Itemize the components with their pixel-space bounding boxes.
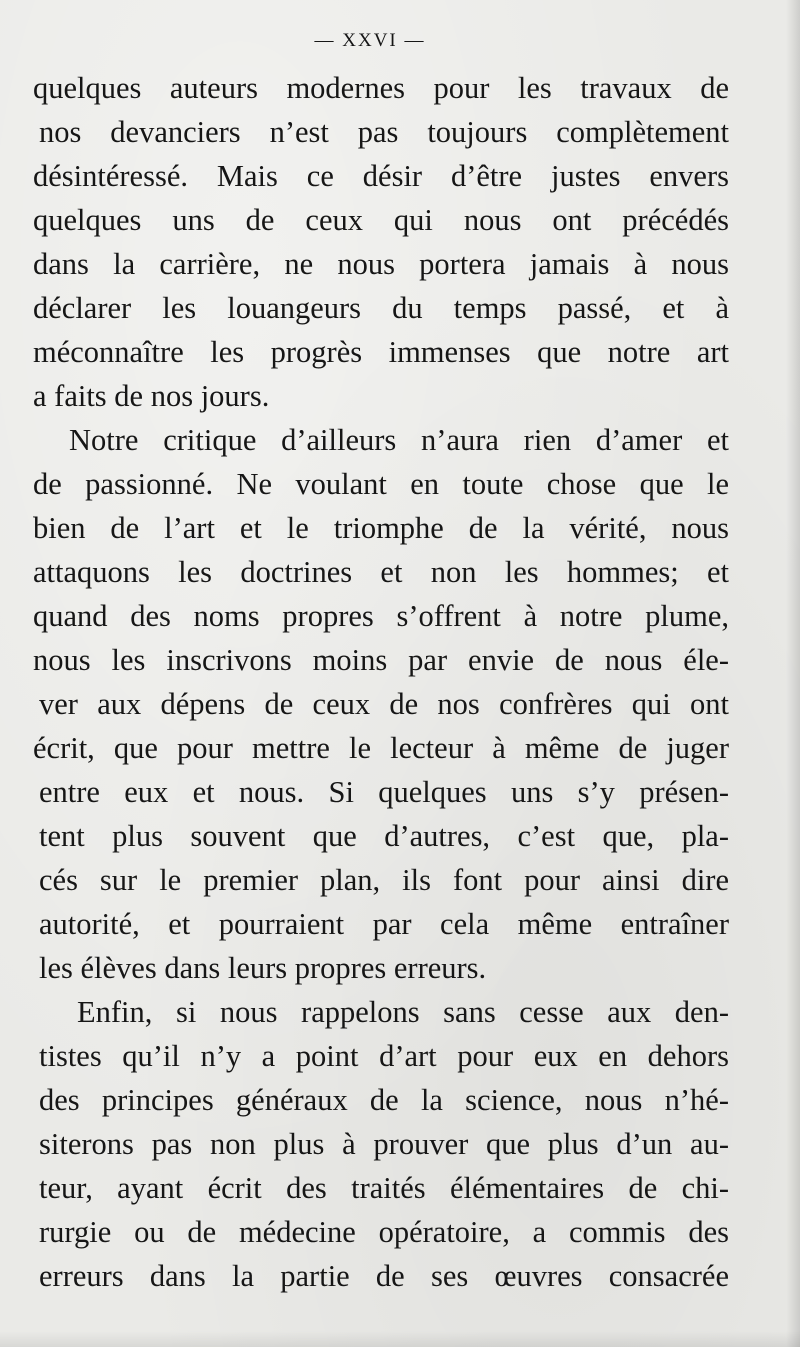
text-line: bien de l’art et le triomphe de la vérité, nous [33,511,729,545]
text-line: déclarer les louangeurs du temps passé, et à [33,291,729,325]
text-line: cés sur le premier plan, ils font pour ainsi dire [39,863,729,897]
text-line: ver aux dépens de ceux de nos confrères qui ont [39,687,729,721]
text-line: des principes généraux de la science, nous n’hé- [39,1083,729,1117]
paragraph-first-line: Enfin, si nous rappelons sans cesse aux den- [77,995,729,1029]
page-number-header: — XXVI — [314,30,426,51]
text-line: écrit, que pour mettre le lecteur à même de juger [33,731,729,765]
text-line: quelques auteurs modernes pour les travaux de [33,71,729,105]
text-line: méconnaître les progrès immenses que notre art [33,335,729,369]
text-line: désintéressé. Mais ce désir d’être justes envers [33,159,729,193]
text-line: teur, ayant écrit des traités élémentaires de chi- [39,1171,729,1205]
text-line: nous les inscrivons moins par envie de nous éle- [33,643,729,677]
text-line: attaquons les doctrines et non les hommes; et [33,555,729,589]
page-edge-shadow [786,0,800,1347]
text-line: a faits de nos jours. [33,379,270,413]
text-line: les élèves dans leurs propres erreurs. [39,951,487,985]
text-line: siterons pas non plus à prouver que plus d’un au- [39,1127,729,1161]
text-line: dans la carrière, ne nous portera jamais à nous [33,247,729,281]
body-text [33,66,729,1298]
text-line: rurgie ou de médecine opératoire, a commis des [39,1215,729,1249]
text-line: autorité, et pourraient par cela même entraîner [39,907,729,941]
paragraph-first-line: Notre critique d’ailleurs n’aura rien d’amer et [69,423,729,457]
text-line: entre eux et nous. Si quelques uns s’y présen- [39,775,729,809]
text-line: tistes qu’il n’y a point d’art pour eux en dehors [39,1039,729,1073]
text-line: quand des noms propres s’offrent à notre plume, [33,599,729,633]
page-bottom-shadow [0,1331,800,1347]
text-line: tent plus souvent que d’autres, c’est que, pla- [39,819,729,853]
text-line: erreurs dans la partie de ses œuvres consacrée [39,1259,729,1293]
text-line: quelques uns de ceux qui nous ont précédés [33,203,729,237]
text-line: nos devanciers n’est pas toujours complètement [39,115,729,149]
text-line: de passionné. Ne voulant en toute chose que le [33,467,729,501]
